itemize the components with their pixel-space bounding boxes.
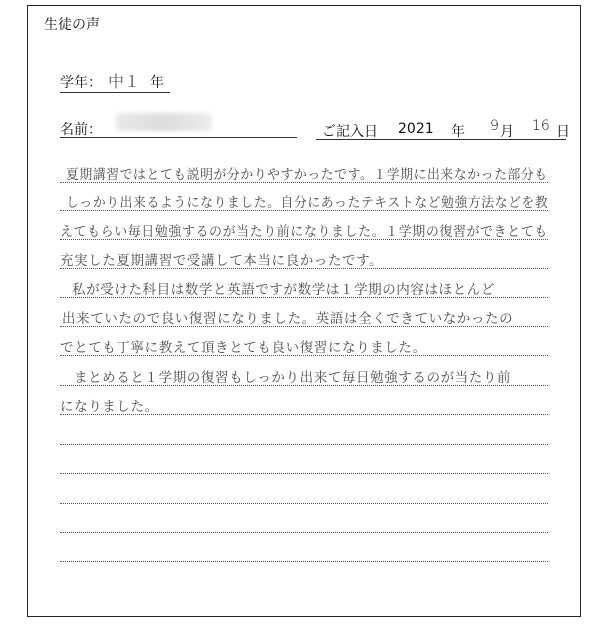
ruled-line [60,503,548,504]
ruled-line [60,444,548,445]
page-title: 生徒の声 [44,17,100,33]
body-line: 出来ていたので良い復習になりました。英語は全くできていなかったの [62,311,514,327]
day-suffix: 日 [556,124,570,140]
name-label: 名前： [60,122,102,138]
name-underline [60,137,297,138]
grade-suffix: 年 [150,75,164,91]
month-value: 9 [490,118,499,134]
body-line: まとめると１学期の復習もしっかり出来て毎日勉強するのが当たり前 [74,370,512,386]
grade-underline [60,92,170,93]
ruled-line [60,532,548,533]
day-value: 16 [532,118,550,134]
body-line: になりました。 [60,399,159,415]
body-line: えてもらい毎日勉強するのが当たり前になりました。１学期の復習ができとても [60,224,548,240]
body-line: 充実した夏期講習で受講して本当に良かったです。 [60,253,384,269]
grade-value: 中１ [108,72,141,91]
ruled-line [60,561,548,562]
body-line: しっかり出来るようになりました。自分にあったテキストなど勉強方法などを教 [66,195,549,211]
redacted-name [116,113,212,131]
body-line: 夏期講習ではとても説明が分かりやすかったです。１学期に出来なかった部分も [66,167,548,183]
date-underline [316,139,566,140]
month-suffix: 月 [500,124,514,140]
ruled-line [60,473,548,474]
year-suffix: 年 [451,124,465,140]
body-line: でとても丁寧に教えて頂きとても良い復習になりました。 [60,340,427,356]
body-line: 私が受けた科目は数学と英語ですが数学は１学期の内容はほとんど [72,282,495,298]
grade-label: 学年： [60,75,102,91]
entry-date-label: ご記入日 [322,124,378,140]
year-value: 2021 [398,121,434,137]
